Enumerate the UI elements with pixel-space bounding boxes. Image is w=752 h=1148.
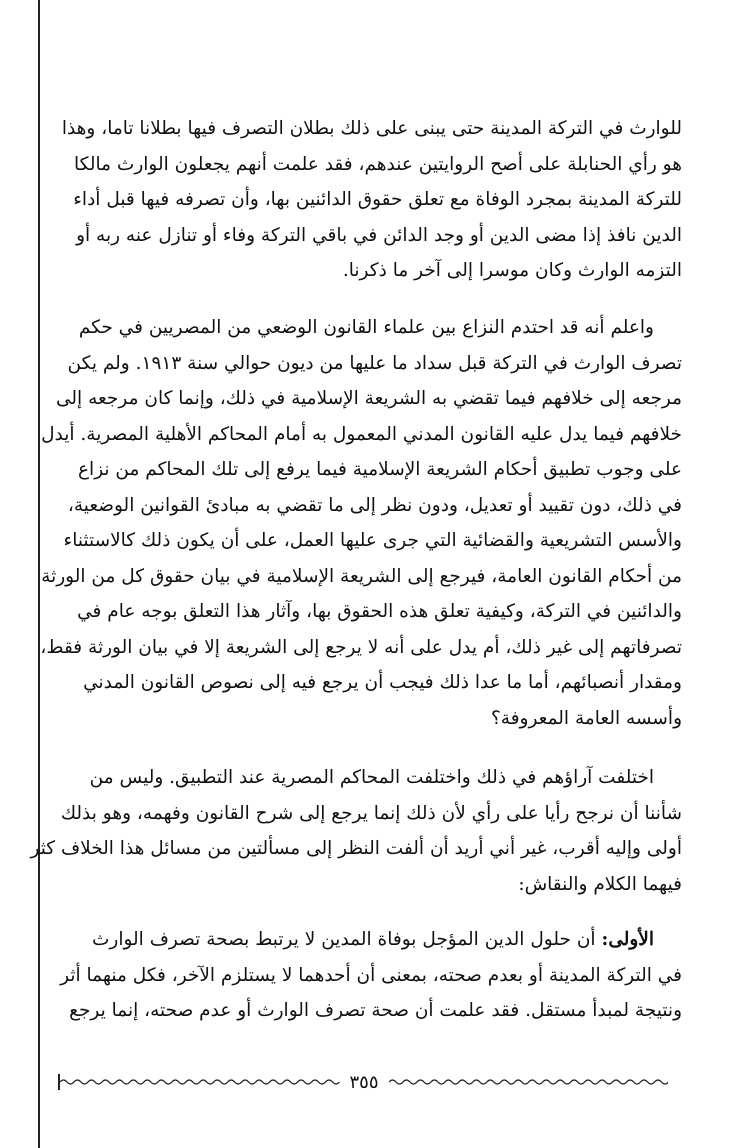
text-line: خلافهم فيما يدل عليه القانون المدني المعمول به أمام المحاكم الأهلية المصرية. أيدل xyxy=(41,423,682,445)
paragraph-1 xyxy=(61,111,682,289)
paragraph-lead-word: الأولى: xyxy=(601,929,654,950)
text-line: في ذلك، دون تقييد أو تعديل، ودون نظر إلى ما تقضي به مبادئ القوانين الوضعية، xyxy=(67,494,682,516)
text-line: والأسس التشريعية والقضائية التي جرى عليها العمل، على أن يكون ذلك كالاستثناء xyxy=(63,530,682,551)
decorative-wave-line-left xyxy=(60,1077,340,1087)
text-line: واعلم أنه قد احتدم النزاع بين علماء القانون الوضعي من المصريين في حكم xyxy=(78,317,654,338)
text-line xyxy=(92,922,682,958)
paragraph-3 xyxy=(30,760,682,902)
text-line: ونتيجة لمبدأ مستقل. فقد علمت أن صحة تصرف الوارث أو عدم صحته، إنما يرجع xyxy=(69,1000,682,1021)
text-line: وأسسه العامة المعروفة؟ xyxy=(490,707,682,729)
text-line: للتركة المدينة بمجرد الوفاة مع تعلق حقوق الدائنين بها، وأن تصرفه فيها قبل أداء xyxy=(73,189,682,210)
text-line: الدين نافذ إذا مضى الدين أو وجد الدائن في باقي التركة وفاء أو تنازل عنه ربه أو xyxy=(76,224,682,246)
text-line: للوارث في التركة المدينة حتى يبنى على ذلك بطلان التصرف فيها بطلانا تاما، وهذا xyxy=(61,118,682,139)
text-line: على وجوب تطبيق أحكام الشريعة الإسلامية فيما يرفع إلى تلك المحاكم من نزاع xyxy=(78,459,682,480)
text-line: أولى وإليه أقرب، غير أني أريد أن ألفت النظر إلى مسألتين من مسائل هذا الخلاف كثر xyxy=(30,838,682,859)
paragraph-4 xyxy=(60,922,682,1029)
decorative-wave-line-right xyxy=(389,1077,669,1087)
text-line: هو رأي الحنابلة على أصح الروايتين عندهم، فقد علمت أنهم يجعلون الوارث مالكا xyxy=(74,153,682,175)
text-line: شأننا أن نرجح رأيا على رأي لأن ذلك إنما يرجع إلى شرح القانون وفهمه، وهو بذلك xyxy=(60,802,682,824)
text-line: والدائنين في التركة، وكيفية تعلق هذه الحقوق بها، وآثار هذا التعلق بوجه عام في xyxy=(77,601,682,622)
page-binding-edge-line xyxy=(38,0,40,1148)
page-number: ٣٥٥ xyxy=(349,1071,379,1093)
text-line: في التركة المدينة أو بعدم صحته، بمعنى أن أحدهما لا يستلزم الآخر، فكل منهما أثر xyxy=(60,964,682,986)
text-line: من أحكام القانون العامة، فيرجع إلى الشريعة الإسلامية في بيان حقوق كل من الورثة xyxy=(41,565,682,587)
text-line: فيهما الكلام والنقاش: xyxy=(518,873,682,895)
text-line-rest: أن حلول الدين المؤجل بوفاة المدين لا يرتبط بصحة تصرف الوارث xyxy=(92,929,602,950)
text-line: ومقدار أنصبائهم، أما ما عدا ذلك فيجب أن يرجع فيه إلى نصوص القانون المدني xyxy=(83,672,682,693)
text-line: تصرفاتهم إلى غير ذلك، أم يدل على أنه لا يرجع إلى الشريعة إلا في بيان الورثة فقط، xyxy=(40,636,682,658)
text-line: التزمه الوارث وكان موسرا إلى آخر ما ذكرنا. xyxy=(342,260,682,281)
page-footer xyxy=(58,1068,668,1096)
text-line: اختلفت آراؤهم في ذلك واختلفت المحاكم المصرية عند التطبيق. وليس من xyxy=(89,767,654,788)
text-line: تصرف الوارث في التركة قبل سداد ما عليها من ديون حوالي سنة ١٩١٣. ولم يكن xyxy=(67,352,682,374)
paragraph-2 xyxy=(40,310,682,736)
text-line: مرجعه إلى خلافهم فيما تقضي به الشريعة الإسلامية في ذلك، وإنما كان مرجعه إلى xyxy=(56,388,682,409)
